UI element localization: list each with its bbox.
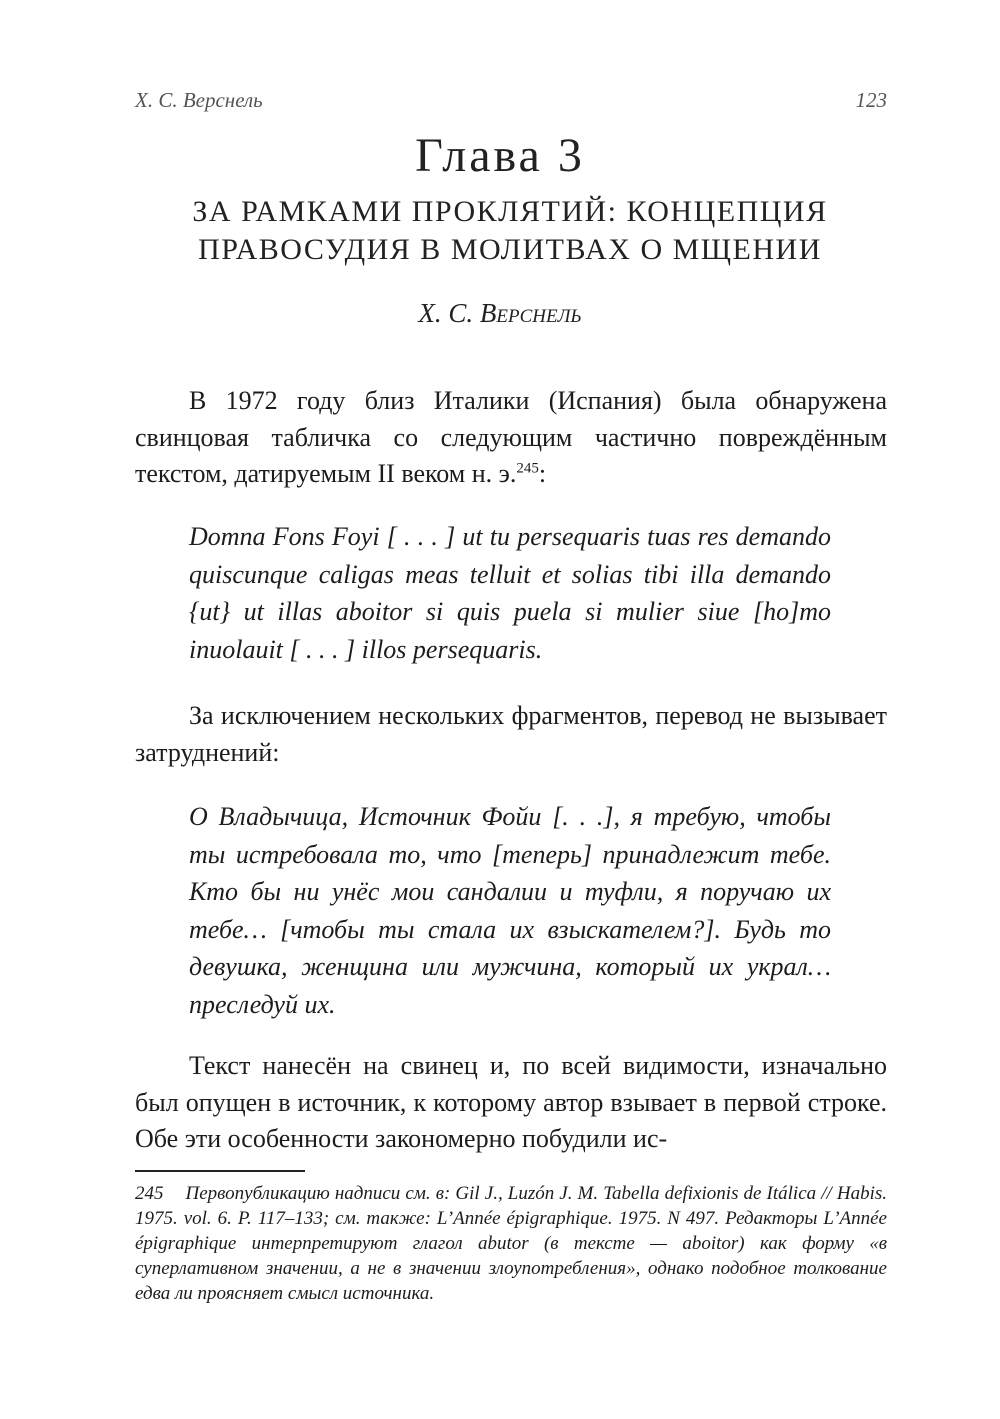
paragraph-1 [135,383,887,493]
paragraph-2: За исключением нескольких фрагментов, перевод не вызывает затруднений: [135,701,887,767]
paragraph-1-end: : [538,459,547,488]
running-head-author: Х. С. Верснель [135,88,263,112]
chapter-title [100,193,920,269]
paragraph-1-text: В 1972 году близ Италики (Испания) была обнаружена свинцовая табличка со следующим частично повреждённым текстом, датируемым II веком н. э. [135,386,887,488]
running-head [135,88,887,118]
page-number: 123 [855,88,887,112]
chapter-title-line-1: ЗА РАМКАМИ ПРОКЛЯТИЙ: КОНЦЕПЦИЯ [192,195,828,228]
paragraph-3: Текст нанесён на свинец и, по всей видимости, изначально был опущен в источник, к которому автор взывает в первой строке. Обе эти особенности закономерно побудили ис- [135,1051,887,1153]
footnote-text: Первопубликацию надписи см. в: Gil J., Luzón J. M. Tabella defixionis de Itálica // Habis. 1975. vol. 6. P. 117–133; см. также: L’Année épigraphique. 1975. N 497. Редакторы L’Année épigraphique интерпретируют глагол abutor (в тексте — aboitor) как форму «в суперлативном значении, а не в значении злоупотребления», однако подобное толкование едва ли проясняет смысл источника. [135,1183,887,1304]
chapter-title-line-2: ПРАВОСУДИЯ В МОЛИТВАХ О МЩЕНИИ [198,233,822,266]
footnote-number: 245 [135,1183,164,1204]
footnote-ref[interactable]: 245 [516,460,539,477]
footnote-divider [135,1170,305,1172]
russian-quote: О Владычица, Источник Фойи [. . .], я требую, чтобы ты истребовала то, что [теперь] принадлежит тебе. Кто бы ни унёс мои сандалии и туфли, я поручаю их тебе… [чтобы ты стала их взыскателем?]. Будь то девушка, женщина или мужчина, который их украл… преследуй их. [189,802,831,1019]
latin-quote: Domna Fons Foyi [ . . . ] ut tu persequaris tuas res demando quiscunque caligas meas telluit et solias tibi illa demando {ut} ut illas aboitor si quis puela si mulier siue [ho]mo inuolauit [ . . . ] illos persequaris. [189,522,831,664]
chapter-number: Глава 3 [415,129,585,182]
chapter-author [0,298,1000,329]
chapter-author-name: Х. С. Верснель [418,298,582,328]
footnote [135,1181,887,1306]
